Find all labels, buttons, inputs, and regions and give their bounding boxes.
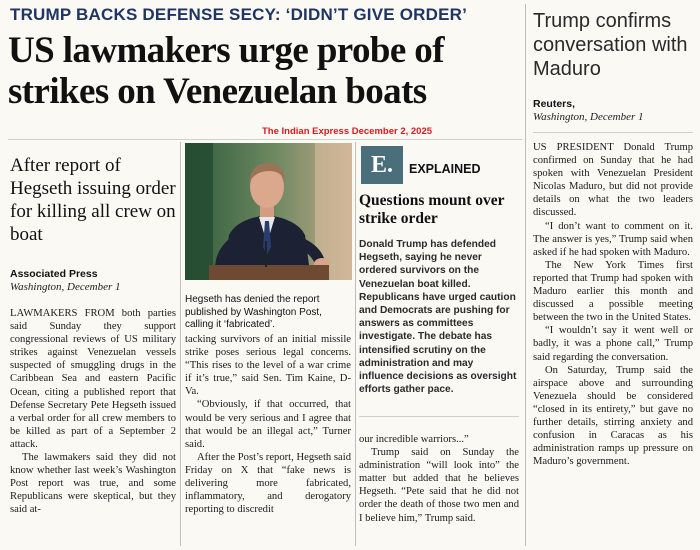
explained-badge: E.	[361, 146, 403, 184]
hegseth-photo	[185, 143, 352, 280]
kicker: TRUMP BACKS DEFENSE SECY: ‘DIDN’T GIVE ORDER’	[10, 5, 468, 24]
explained-label: EXPLAINED	[409, 162, 481, 176]
byline: Associated Press	[10, 268, 98, 280]
paragraph: The New York Times first reported that Trump had spoken with Maduro earlier this month and discussed a possible meeting between the two in the United States.	[533, 259, 693, 324]
paragraph: The lawmakers said they did not know whether last week’s Washington Post report was true, and some Republicans were skeptical, but they said at-	[10, 452, 176, 516]
article-column-2	[185, 333, 351, 516]
explained-body: Donald Trump has defended Hegseth, saying he never ordered survivors on the Venezuelan boat killed. Republicans have urged caution and Democrats are pushing for answers as committees investigate. The debate has intensified scrutiny on the administration and may influence decisions as oversight efforts gather pace.	[359, 239, 517, 396]
column-divider-2	[355, 142, 356, 546]
headline-divider	[8, 139, 522, 140]
paragraph: US PRESIDENT Donald Trump confirmed on Sunday that he had spoken with Venezuelan President Nicolas Maduro, but did not provide details on what the two leaders discussed.	[533, 142, 693, 219]
subheadline: After report of Hegseth issuing order for killing all crew on boat	[10, 155, 176, 245]
paragraph: “I wouldn’t say it went well or badly, it was a phone call,” Trump said regarding the conversation.	[533, 325, 693, 363]
paragraph: After the Post’s report, Hegseth said Friday on X that “fake news is delivering more fabricated, inflammatory, and derogatory reporting to discredit	[185, 451, 351, 516]
headline: US lawmakers urge probe of strikes on Venezuelan boats	[8, 30, 444, 112]
article-column-1	[10, 307, 176, 517]
article-column-3	[359, 433, 519, 525]
paragraph: “Obviously, if that occurred, that would be very serious and I agree that that would be an illegal act,” Turner said.	[185, 399, 351, 450]
explained-headline: Questions mount over strike order	[359, 192, 505, 227]
paragraph: LAWMAKERS FROM both parties said Sunday they support congressional reviews of US military strikes against Venezuelan vessels suspected of smuggling drugs in the Caribbean Sea and eastern Pacific Ocean, citing a published report that Defense Secretary Pete Hegseth issued a verbal order for all crew members to be killed as part of a September 2 attack.	[10, 308, 176, 450]
paragraph: Trump said on Sunday the administration “will look into” the matter but added that he believes Hegseth. “Pete said that he did not order the death of those two men and I believe him,” Trump said.	[359, 447, 519, 524]
sidebar-dateline: Washington, December 1	[533, 111, 644, 123]
sidebar-article	[533, 141, 693, 468]
paragraph: tacking survivors of an initial missile strike poses serious legal concerns. “This rises to the level of a war crime if it’s true,” said Sen. Tim Kaine, D-Va.	[185, 334, 351, 398]
explained-divider	[359, 416, 519, 417]
column-divider-1	[180, 142, 181, 546]
sidebar-byline: Reuters,	[533, 98, 576, 110]
sidebar-rule	[533, 132, 693, 133]
photo-caption: Hegseth has denied the report published by Washington Post, calling it ‘fabricated’.	[185, 294, 322, 330]
dateline: Washington, December 1	[10, 281, 121, 293]
sidebar-headline: Trump confirms conversation with Maduro	[533, 10, 688, 80]
paragraph: “I don’t want to comment on it. The answer is yes,” Trump said when asked if he had spoken with Maduro.	[533, 220, 693, 258]
source-tag: The Indian Express December 2, 2025	[262, 126, 433, 137]
paragraph: our incredible warriors...”	[359, 434, 469, 445]
paragraph: On Saturday, Trump said the airspace above and surrounding Venezuela should be considered “closed in its entirety,” but gave no further details, stirring anxiety and confusion in Caracas as his administration ramps up pressure on Maduro’s government.	[533, 364, 693, 468]
sidebar-divider	[525, 4, 526, 546]
